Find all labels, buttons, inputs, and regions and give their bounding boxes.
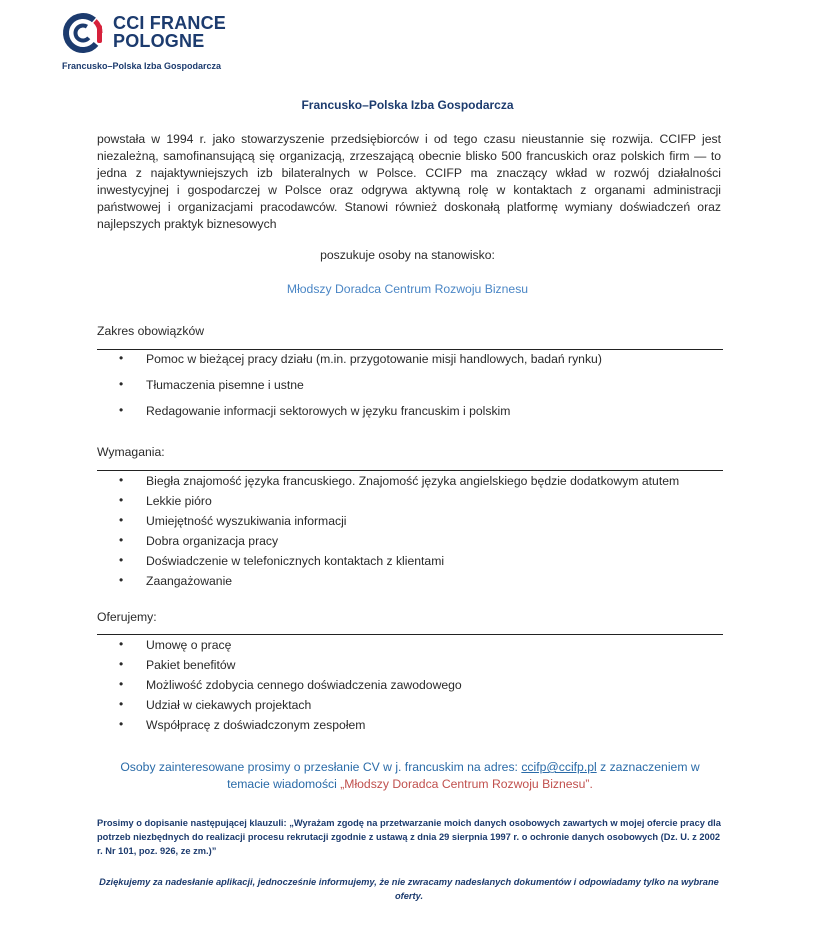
email-link[interactable]: ccifp@ccifp.pl xyxy=(521,760,597,774)
seeking-line: poszukuje osoby na stanowisko: xyxy=(320,248,495,262)
cci-logo-icon xyxy=(62,10,108,56)
requirements-divider xyxy=(97,470,723,471)
list-item: • Dobra organizacja pracy xyxy=(119,533,279,548)
list-item: • Pomoc w bieżącej pracy działu (m.in. przygotowanie misji handlowych, badań rynku) xyxy=(119,351,602,366)
bullet-icon: • xyxy=(119,717,124,731)
bullet-icon: • xyxy=(119,677,124,691)
bullet-icon: • xyxy=(119,697,124,711)
offer-list xyxy=(97,638,462,738)
contact-middle: z zaznaczeniem w temacie wiadomości xyxy=(227,760,700,791)
bullet-icon: • xyxy=(119,493,124,507)
bullet-icon: • xyxy=(119,637,124,651)
contact-prefix: Osoby zainteresowane prosimy o przesłanie CV w j. francuskim na adres: xyxy=(120,760,522,774)
list-item: • Tłumaczenia pisemne i ustne xyxy=(119,377,304,392)
duties-list xyxy=(97,352,602,430)
requirements-heading: Wymagania: xyxy=(97,445,165,459)
list-item: • Biegła znajomość języka francuskiego. Znajomość języka angielskiego będzie dodatkowym atutem xyxy=(119,473,680,488)
thanks-note: Dziękujemy za nadesłanie aplikacji, jednocześnie informujemy, że nie zwracamy nadesłanych dokumentów i odpowiadamy tylko na wybrane oferty. xyxy=(99,877,719,901)
bullet-icon: • xyxy=(119,553,124,567)
list-item: • Umowę o pracę xyxy=(119,637,232,652)
list-item: • Udział w ciekawych projektach xyxy=(119,697,312,712)
list-item: • Doświadczenie w telefonicznych kontaktach z klientami xyxy=(119,553,445,568)
list-item: • Lekkie pióro xyxy=(119,493,212,508)
list-item: • Zaangażowanie xyxy=(119,573,233,588)
list-item: • Pakiet benefitów xyxy=(119,657,236,672)
bullet-icon: • xyxy=(119,403,124,417)
list-item: • Możliwość zdobycia cennego doświadczenia zawodowego xyxy=(119,677,462,692)
duties-divider xyxy=(97,349,723,350)
bullet-icon: • xyxy=(119,377,124,391)
email-subject: „Młodszy Doradca Centrum Rozwoju Biznesu”. xyxy=(340,777,593,791)
bullet-icon: • xyxy=(119,513,124,527)
list-item: • Umiejętność wyszukiwania informacji xyxy=(119,513,347,528)
position-title: Młodszy Doradca Centrum Rozwoju Biznesu xyxy=(286,282,529,296)
gdpr-clause: Prosimy o dopisanie następującej klauzuli: „Wyrażam zgodę na przetwarzanie moich danych osobowych zawartych w mojej ofercie pracy dla potrzeb niezbędnych do realizacji procesu rekrutacji zgodnie z ustawą z dnia 29 sierpnia 1997 r. o ochronie danych osobowych (Dz. U. z 2002 r. Nr 101, poz. 926, ze zm.)” xyxy=(97,818,721,856)
bullet-icon: • xyxy=(119,657,124,671)
list-item: • Redagowanie informacji sektorowych w języku francuskim i polskim xyxy=(119,403,511,418)
bullet-icon: • xyxy=(119,573,124,587)
bullet-icon: • xyxy=(119,533,124,547)
duties-heading: Zakres obowiązków xyxy=(97,324,205,338)
requirements-list xyxy=(97,474,679,594)
intro-paragraph: powstała w 1994 r. jako stowarzyszenie przedsiębiorców i od tego czasu nieustannie się rozwija. CCIFP jest niezależną, samofinansującą się organizacją, zrzeszającą obecnie blisko 500 francuskich oraz polskich firm — to jedna z najaktywniejszych izb bilateralnych w Polsce. CCIFP ma znaczący wkład w rozwój działalności inwestycyjnej i gospodarczej w Polsce oraz odgrywa aktywną rolę w kontaktach z organami administracji państwowej i organizacjami pracodawców. Stanowi również doskonałą platformę wymiany doświadczeń oraz najlepszych praktyk biznesowych xyxy=(97,132,721,231)
list-item: • Współpracę z doświadczonym zespołem xyxy=(119,717,366,732)
bullet-icon: • xyxy=(119,473,124,487)
offer-heading: Oferujemy: xyxy=(97,610,157,624)
offer-divider xyxy=(97,634,723,635)
brand-name-line2: POLOGNE xyxy=(113,31,205,51)
contact-paragraph xyxy=(100,759,720,793)
bullet-icon: • xyxy=(119,351,124,365)
document-title: Francusko–Polska Izba Gospodarcza xyxy=(301,98,514,112)
logo-tagline: Francusko–Polska Izba Gospodarcza xyxy=(62,61,222,71)
brand-name-line1: CCI FRANCE xyxy=(113,13,226,33)
